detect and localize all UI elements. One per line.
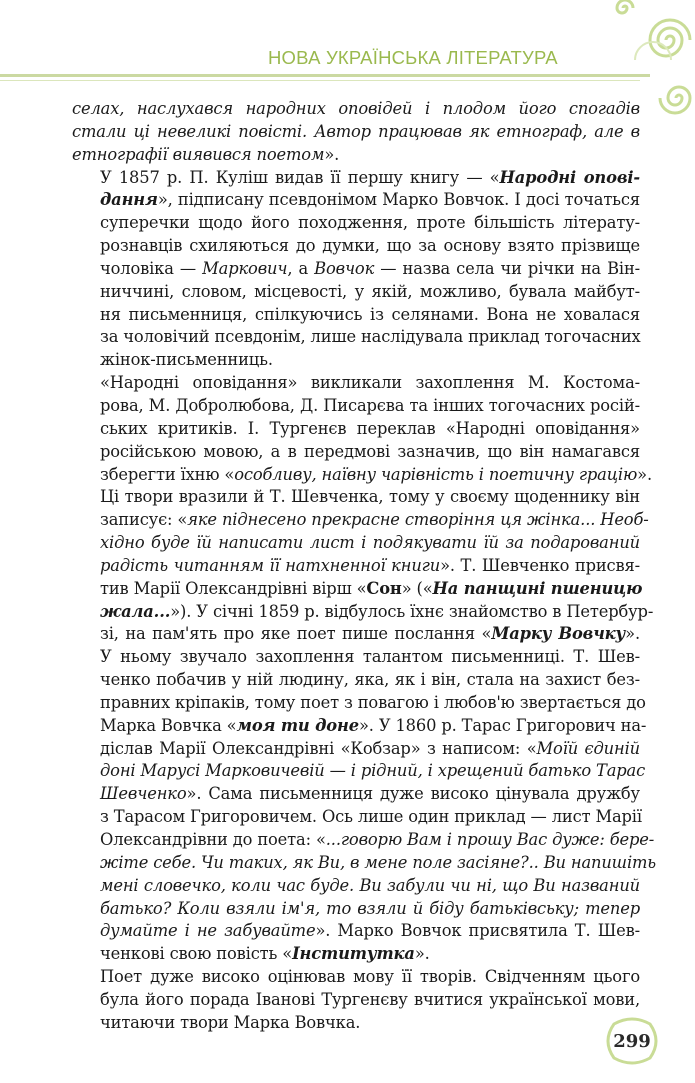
book-title: Народні опові- [499, 167, 641, 187]
paragraph-3: «Народні оповідання» викликали захоплення М. Костома- рова, М. Добролюбова, Д. Писарєва та інших тогочасних росій- ських критиків. І. Тургенєв переклав «Народні оповідання» російською мовою, а в передмові зазначив, що він намагався зберегти їхню «особливу, наївну чарівність і поетичну грацію». Ці твори вразили й Т. Шевченка, тому у своєму щоденнику він записує: «яке піднесено прекрасне створіння ця жінка... Необ- хідно буде їй написати лист і подякувати їй за подарований радість читанням її натхненної книги». Т. Шевченко присвя- тив Марії Олександрівні вірш «Сон» («На панщині пшеницю жала...»). У січні 1859 р. відбулось їхнє знайомство в Петербур- зі, на пам'ять про яке поет пише послання «Марку Вовчку». У ньому звучало захоплення талантом письменниці. Т. Шев- ченко побачив у ній людину, яка, як і він, стала на захист без- правних кріпаків, тому поет з повагою і любов'ю звертається до Марка Вовчка «моя ти доне». У 1860 р. Тарас Григорович на- діслав Марії Олександрівні «Кобзар» з написом: «Моїй єдиній доні Марусі Марковичевій — і рідний, і хрещений батько Тарас Шевченко». Сама письменниця дуже високо цінувала дружбу з Тарасом Григоровичем. Ось лише один приклад — лист Марії Олександрівни до поета: «...говорю Вам і прошу Вас дуже: бере- жіте себе. Чи таких, як Ви, в мене поле засіяне?.. Ви напишіть мені словечко, коли час буде. Ви забули чи ні, що Ви названий батько? Коли взяли ім'я, то взяли й біду батьківську; тепер думайте і не забувайте». Марко Вовчок присвятила Т. Шев- ченкові свою повість «Інститутка». [100, 373, 657, 964]
page-number-badge [604, 1016, 660, 1066]
header-rule-thin [0, 80, 640, 81]
book-title: дання [100, 190, 158, 210]
paragraph-2: У 1857 р. П. Куліш видав її першу книгу — «Народні опові- дання», підписану псевдонімом Марко Вовчок. І досі точаться суперечки щодо його походження, проте більшість літерату- рознавців схиляються до думки, що за основу взято прізвище чоловіка — Маркович, а Вовчок — назва села чи річки на Він- ниччині, словом, місцевості, у якій, можливо, бувала майбут- ня письменниця, спілкуючись із селянами. Вона не ховалася за чоловічий псевдонім, лише наслідувала приклад тогочасних жінок-письменниць. [100, 167, 641, 370]
quote-text: селах, наслухався народних оповідей і плодом його спогадів [72, 99, 640, 118]
paragraph-4: Поет дуже високо оцінював мову її творів. Свідченням цього була його порада Іванові Тургенєву вчитися української мови, читаючи твори Марка Вовчка. [100, 967, 640, 1032]
quote-text: етнографії виявився поетом [72, 144, 325, 164]
header-rule [0, 74, 650, 77]
body-text [72, 98, 657, 1035]
page-header [0, 0, 695, 92]
running-title: НОВА УКРАЇНСЬКА ЛІТЕРАТУРА [268, 47, 558, 68]
page-number: 299 [613, 1030, 651, 1052]
paragraph-1: селах, наслухався народних оповідей і плодом його спогадів стали ці невеликі повісті. Автор працював як етнограф, але в етнографії виявився поетом». [72, 99, 640, 164]
quote-text: стали ці невеликі повісті. Автор працював як етнограф, але в [72, 121, 640, 141]
